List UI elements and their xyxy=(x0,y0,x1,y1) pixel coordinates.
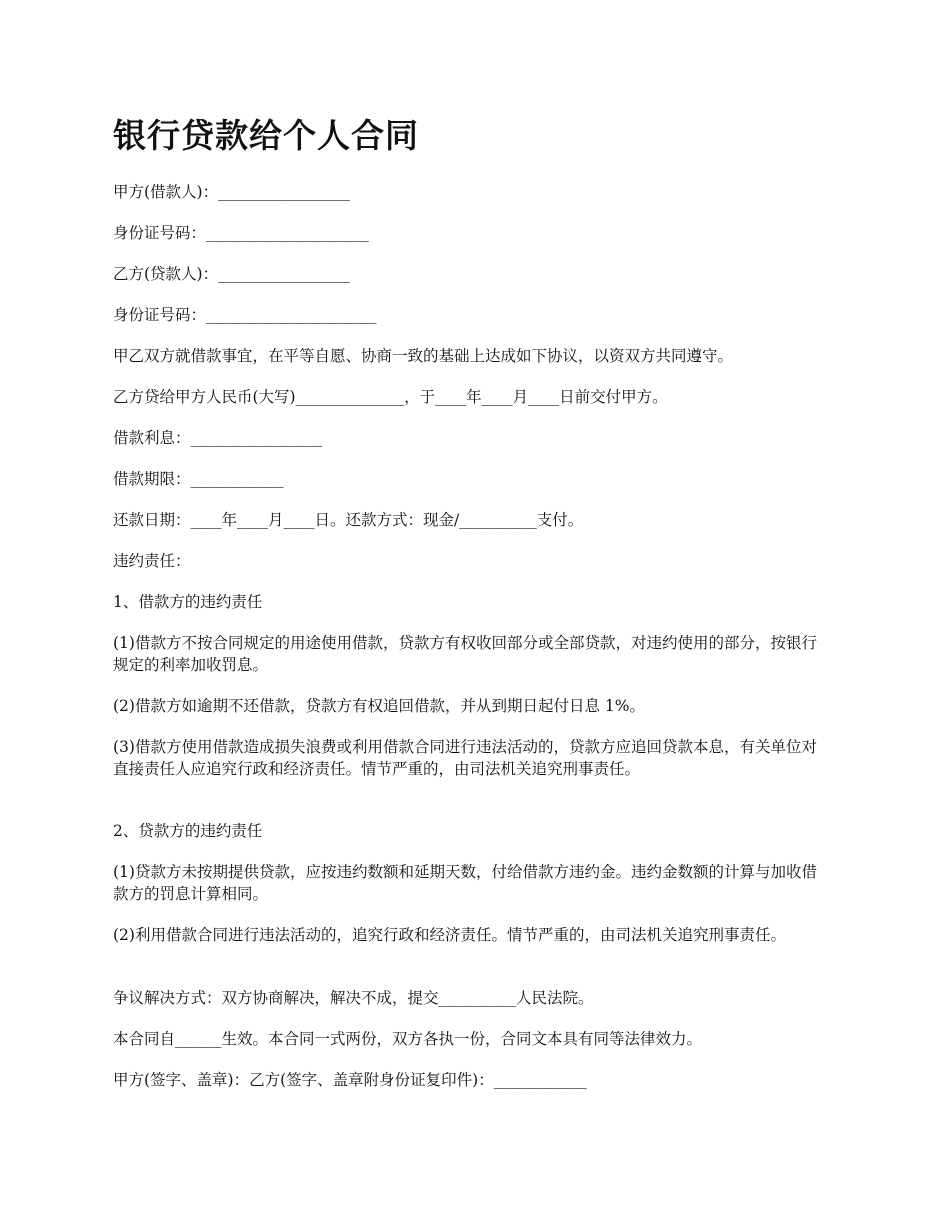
borrower-party-line: 甲方(借款人)：_________________ xyxy=(113,183,350,201)
lender-id-line: 身份证号码：______________________ xyxy=(113,306,377,324)
document-title: 银行贷款给个人合同 xyxy=(113,116,419,155)
liability-heading: 违约责任： xyxy=(113,552,191,570)
lender-liability-1: (1)贷款方未按期提供贷款，应按违约数额和延期天数，付给借款方违约金。违约金数额的计算与加收借款方的罚息计算相同。 xyxy=(113,863,817,903)
effectiveness-clause: 本合同自______生效。本合同一式两份，双方各执一份，合同文本具有同等法律效力。 xyxy=(113,1030,703,1048)
signature-line: 甲方(签字、盖章)：乙方(签字、盖章附身份证复印件)：____________ xyxy=(113,1071,587,1089)
loan-amount-clause: 乙方贷给甲方人民币(大写)______________，于____年____月____日前交付甲方。 xyxy=(113,388,668,406)
repayment-line: 还款日期：____年____月____日。还款方式：现金/__________支付。 xyxy=(113,511,584,529)
loan-term-line: 借款期限：____________ xyxy=(113,470,284,488)
dispute-resolution-line: 争议解决方式：双方协商解决，解决不成，提交__________人民法院。 xyxy=(113,989,594,1007)
lender-party-line: 乙方(贷款人)：_________________ xyxy=(113,265,350,283)
lender-liability-heading: 2、贷款方的违约责任 xyxy=(113,822,263,840)
interest-line: 借款利息：_________________ xyxy=(113,429,323,447)
borrower-liability-3: (3)借款方使用借款造成损失浪费或利用借款合同进行违法活动的，贷款方应追回贷款本息，有关单位对直接责任人应追究行政和经济责任。情节严重的，由司法机关追究刑事责任。 xyxy=(113,738,817,778)
borrower-liability-2: (2)借款方如逾期不还借款，贷款方有权追回借款，并从到期日起付日息 1%。 xyxy=(113,697,645,715)
borrower-id-line: 身份证号码：_____________________ xyxy=(113,224,369,242)
agreement-intro: 甲乙双方就借款事宜，在平等自愿、协商一致的基础上达成如下协议，以资双方共同遵守。 xyxy=(113,347,734,365)
lender-liability-2: (2)利用借款合同进行违法活动的，追究行政和经济责任。情节严重的，由司法机关追究刑事责任。 xyxy=(113,926,786,944)
borrower-liability-1: (1)借款方不按合同规定的用途使用借款，贷款方有权收回部分或全部贷款，对违约使用的部分，按银行规定的利率加收罚息。 xyxy=(113,634,817,674)
borrower-liability-heading: 1、借款方的违约责任 xyxy=(113,593,263,611)
